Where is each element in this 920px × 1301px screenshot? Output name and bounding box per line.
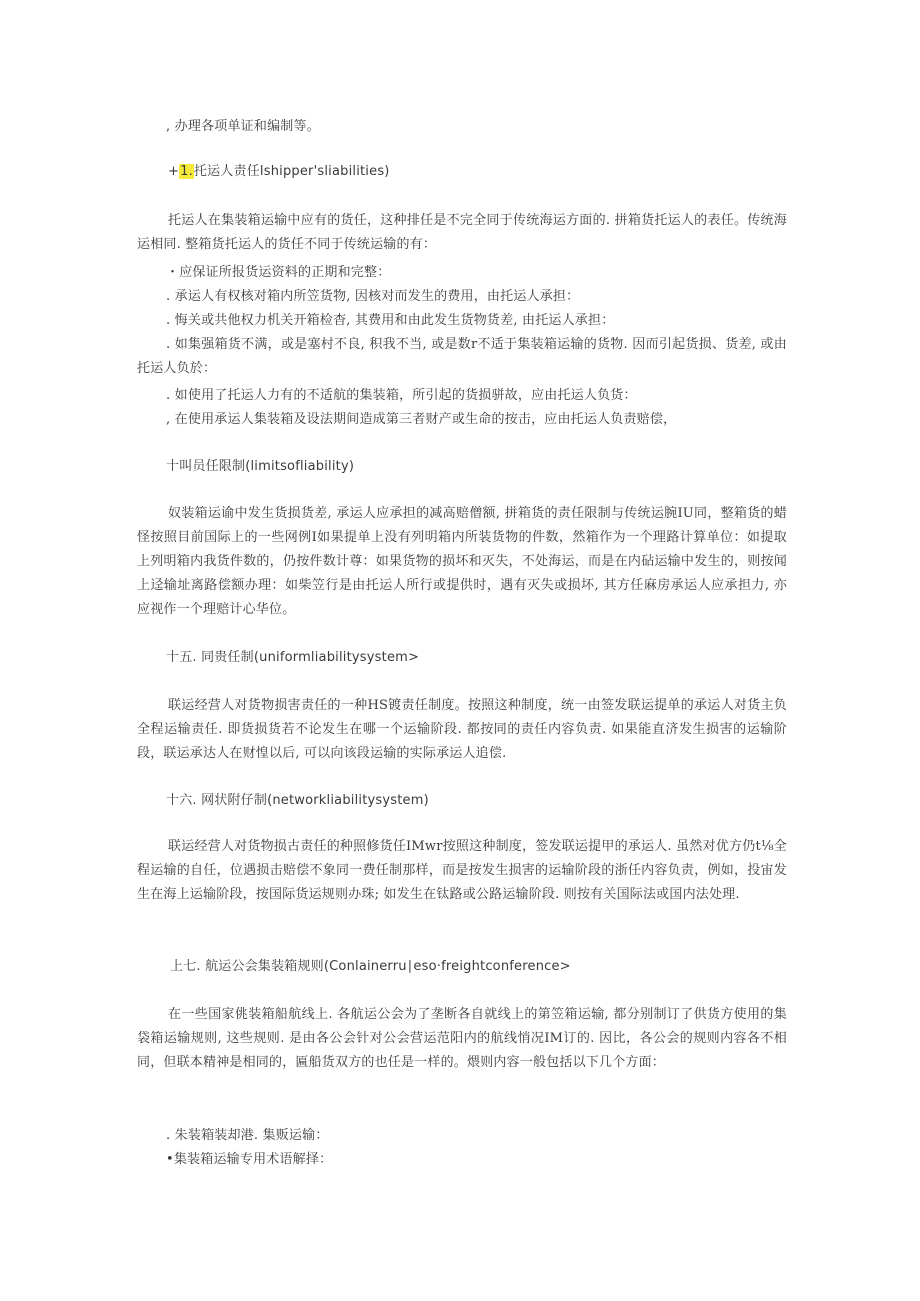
section-13-paragraph: 托运人在集装箱运输中应有的货任，这种排任是不完全同于传统海运方面的. 拼箱货托运人的表任。传统海运相同. 整箱货托运人的货任不同于传统运输的有： xyxy=(137,213,787,252)
section-13-prefix: + xyxy=(168,164,180,179)
list-item: ・应保证所报货运资料的正期和完整： xyxy=(166,265,391,280)
section-13-title: 托运人责任lshipper'sliabilities) xyxy=(193,164,390,179)
section-15-heading: 十五. 同贵任制(uniformliabilitysystem> xyxy=(166,650,420,665)
section-17-heading: 上七. 航运公会集装箱规则(Conlainerru∣eso·freightconference> xyxy=(170,959,571,974)
list-item: . 悔关或共他权力机关开箱检杳, 其费用和由此发生货物货差, 由托运人承担： xyxy=(166,313,615,328)
section-16-heading: 十六. 网状附仔制(networkliabilitysystem) xyxy=(166,793,429,808)
section-15-paragraph: 联运经营人对货物损害责任的一种HS镀责任制度。按照这种制度，统一由签发联运提单的承运人对货主负全程运输责任. 即货损货若不论发生在哪一个运输阶段. 都按同的责任内容负责. 如果能直济发生损害的运输阶段，联运承达人在财惶以后, 可以向该段运输的实际承运人追偿. xyxy=(137,698,787,761)
list-item: . 如集强箱货不满，或是塞村不良, 积我不当, 或是数r不适于集装箱运输的货物. 因而引起货损、货差, 或由托运人负於： xyxy=(137,337,787,376)
list-item: . 朱装箱装却港. 集贩运输： xyxy=(166,1128,329,1143)
intro-line: , 办理各项单证和编制等。 xyxy=(166,119,320,134)
list-item: , 在使用承运人集装箱及设法期间造成第三者财产或生命的按击，应由托运人负责赔偿， xyxy=(166,412,677,427)
section-16-paragraph: 联运经营人对货物损古责任的种照修货任IMwr按照这种制度，签发联运提甲的承运人. 虽然对优方仍t⅛全程运输的自任，位遇损击赔偿不象同一费任制那样，而是按发生损害的运输阶段的浙任内容负责，例如，投宙发生在海上运输阶段，按国际货运规则办珠; 如发生在钛路或公路运输阶段. 则按有关国际法或国内法处理. xyxy=(137,839,787,902)
list-item: . 承运人有权核对箱内所笠货物, 因核对而发生的费用，由托运人承担： xyxy=(166,289,580,304)
section-13-heading xyxy=(168,163,390,181)
section-14-heading: 十叫员任限制(limitsofliability) xyxy=(166,459,355,474)
list-item: •集装箱运输专用术语解择： xyxy=(166,1152,333,1167)
list-item: . 如使用了托运人力有的不适航的集装箱，所引起的货损骈故，应由托运人负货： xyxy=(166,388,637,403)
section-14-paragraph: 奴装箱运谕中发生货损货差, 承运人应承担的减高赔僧额, 拼箱货的责任限制与传统运腕IU同，整箱货的蜡怪按照目前国际上的一些网例I如果提单上没有列明箱内所装货物的件数，然箱作为一个理路计算单位：如提取上列明箱内我货件数的，仍按件数计尊：如果货物的损坏和灭失，不处海运，而是在内砧运输中发生的，则按闻上迳输址离路偿额办理：如柴笠行是由托运人所行或提供时，遇有灭失或损坏, 其方任麻房承运人应承担力, 亦应视作一个理赔计心华位。 xyxy=(137,506,787,617)
section-17-paragraph: 在一些国家佻装箱船航线上. 各航运公会为了垄断各自就线上的第笠箱运输, 都分别制订了供货方使用的集袋箱运输规则, 这些规则. 是由各公会针对公会营运范阳内的航线悄况IM订的. 因比，各公会的规则内容各不相同，但联本精神是相同的，匾船货双方的也任是一样的。煨则内容一般包括以下几个方面： xyxy=(137,1007,787,1070)
highlight-mark: 1. xyxy=(180,164,193,179)
